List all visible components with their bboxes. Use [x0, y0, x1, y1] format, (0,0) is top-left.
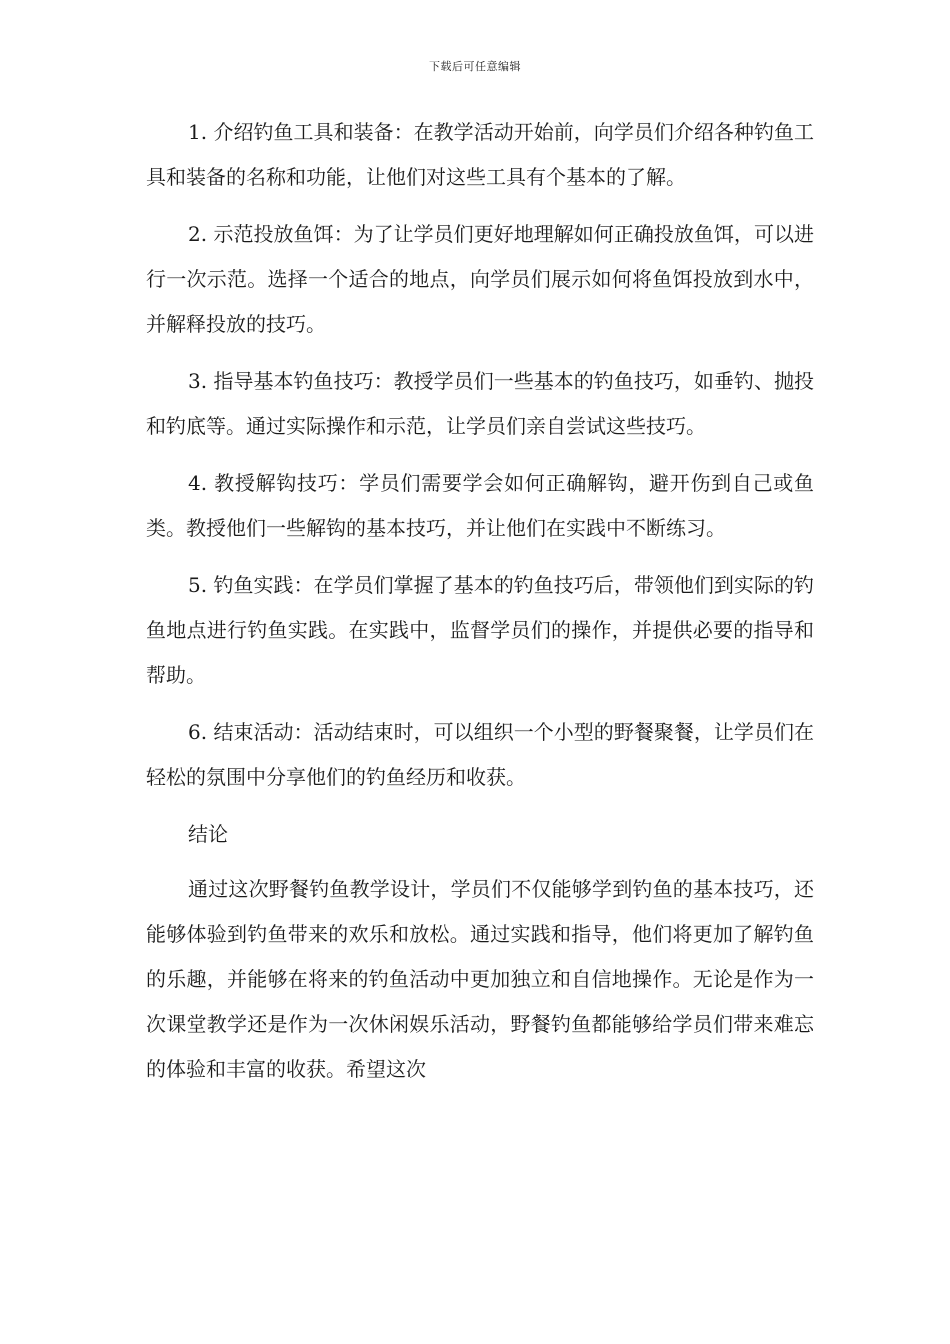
document-body	[146, 110, 814, 1104]
list-item-2: 2. 示范投放鱼饵：为了让学员们更好地理解如何正确投放鱼饵，可以进行一次示范。选择一个适合的地点，向学员们展示如何将鱼饵投放到水中，并解释投放的技巧。	[146, 222, 814, 336]
conclusion-heading: 结论	[188, 822, 228, 846]
list-item-6: 6. 结束活动：活动结束时，可以组织一个小型的野餐聚餐，让学员们在轻松的氛围中分享他们的钓鱼经历和收获。	[146, 720, 814, 789]
list-item-4: 4. 教授解钩技巧：学员们需要学会如何正确解钩，避开伤到自己或鱼类。教授他们一些解钩的基本技巧，并让他们在实践中不断练习。	[146, 471, 814, 540]
list-item-1: 1. 介绍钓鱼工具和装备：在教学活动开始前，向学员们介绍各种钓鱼工具和装备的名称和功能，让他们对这些工具有个基本的了解。	[146, 120, 814, 189]
conclusion-paragraph: 通过这次野餐钓鱼教学设计，学员们不仅能够学到钓鱼的基本技巧，还能够体验到钓鱼带来的欢乐和放松。通过实践和指导，他们将更加了解钓鱼的乐趣，并能够在将来的钓鱼活动中更加独立和自信地操作。无论是作为一次课堂教学还是作为一次休闲娱乐活动，野餐钓鱼都能够给学员们带来难忘的体验和丰富的收获。希望这次	[146, 877, 814, 1081]
page-header: 下载后可任意编辑	[429, 60, 521, 73]
list-item-5: 5. 钓鱼实践：在学员们掌握了基本的钓鱼技巧后，带领他们到实际的钓鱼地点进行钓鱼实践。在实践中，监督学员们的操作，并提供必要的指导和帮助。	[146, 573, 814, 687]
list-item-3: 3. 指导基本钓鱼技巧：教授学员们一些基本的钓鱼技巧，如垂钓、抛投和钓底等。通过实际操作和示范，让学员们亲自尝试这些技巧。	[146, 369, 814, 438]
